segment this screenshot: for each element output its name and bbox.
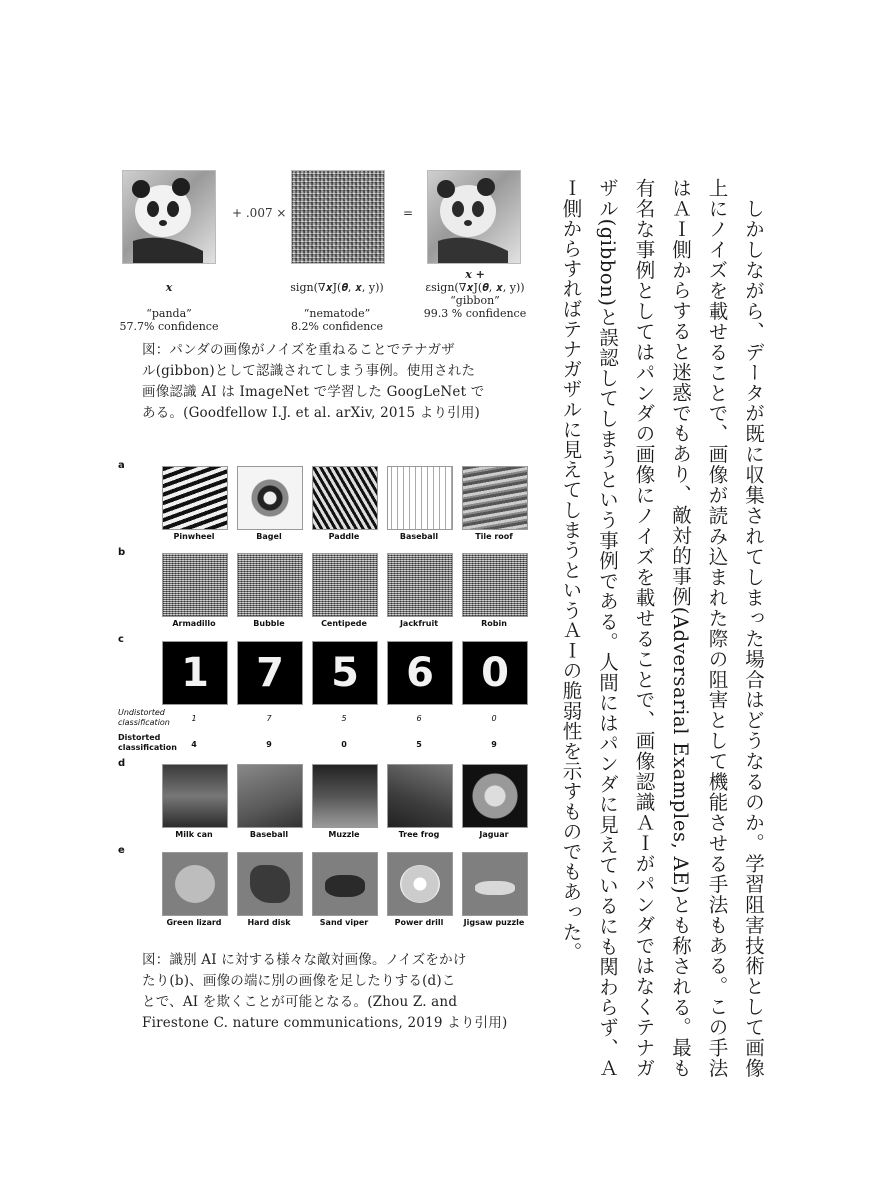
gibbon-confidence: 99.3 % confidence (423, 307, 527, 320)
distorted-value: 9 (491, 740, 497, 749)
caption-line: 図：識別 AI に対する様々な敵対画像。ノイズをかけ (142, 952, 467, 968)
image-sand-viper (312, 852, 378, 916)
panda-drawing (123, 171, 215, 263)
tile-label: Centipede (321, 619, 367, 628)
image-armadillo (162, 553, 228, 617)
gibbon-label-block (410, 268, 540, 320)
caption-line: 図：パンダの画像がノイズを重ねることでテナガザ (142, 342, 455, 358)
distorted-value: 5 (416, 740, 422, 749)
gibbon-expr-2: εsign(∇𝒙J(𝜽, 𝒙, y)) (425, 281, 525, 294)
image-pinwheel (162, 466, 228, 530)
image-muzzle (312, 764, 378, 828)
undistorted-value: 6 (416, 714, 422, 723)
tile-label: Bubble (253, 619, 285, 628)
undistorted-value: 0 (491, 714, 497, 723)
image-bubble (237, 553, 303, 617)
tile-label: Tree frog (398, 830, 440, 839)
figure-1-caption (142, 340, 484, 424)
object-shape (400, 865, 440, 903)
tile-label: Baseball (249, 830, 289, 839)
tile-label: Robin (481, 619, 507, 628)
tile-label: Power drill (394, 918, 444, 927)
tile-label: Tile roof (475, 532, 513, 541)
image-jackfruit (387, 553, 453, 617)
image-centipede (312, 553, 378, 617)
image-jaguar (462, 764, 528, 828)
nematode-label-block (272, 281, 402, 333)
panda-confidence: 57.7% confidence (119, 320, 219, 333)
object-shape (175, 865, 215, 903)
row-letter-d: d (118, 758, 126, 769)
digit-image: 1 (162, 641, 228, 705)
figure-2-caption (142, 950, 507, 1034)
operator-equals: = (403, 206, 414, 220)
caption-line: ル(gibbon)として認識されてしまう事例。使用された (142, 363, 476, 379)
distorted-value: 9 (266, 740, 272, 749)
undistorted-label: Undistorted classification (118, 708, 170, 727)
image-hard-disk (237, 852, 303, 916)
image-tile-roof (462, 466, 528, 530)
row-letter-a: a (118, 460, 125, 471)
caption-line: たり(b)、画像の端に別の画像を足したりする(d)こ (142, 973, 456, 989)
image-robin (462, 553, 528, 617)
nematode-confidence: 8.2% confidence (291, 320, 383, 333)
panda-label-block (104, 281, 234, 333)
row-letter-c: c (118, 634, 124, 645)
body-text-vertical: しかしながら、データが既に収集されてしまった場合はどうなるのか。学習阻害技術として画像上にノイズを載せることで、画像が読み込まれた際の阻害として機能させる手法もある。この手法はＡＩ側からすると迷惑でもあり、敵対的事例(Adversarial Examples, AE)とも称される。最も有名な事例としてはパンダの画像にノイズを載せることで、画像認識ＡＩがパンダではなくテナガザル(gibbon)と誤認してしまうという事例である。人間にはパンダに見えているにも関わらず、ＡＩ側からすればテナガザルに見えてしまうというＡＩの脆弱性を示すものでもあった。 (559, 178, 765, 1078)
digit-image: 7 (237, 641, 303, 705)
image-green-lizard (162, 852, 228, 916)
image-baseball-elephant (237, 764, 303, 828)
noise-image (291, 170, 385, 264)
image-tree-frog (387, 764, 453, 828)
image-bagel (237, 466, 303, 530)
row-letter-b: b (118, 547, 126, 558)
panda-class: “panda” (146, 307, 192, 320)
distorted-value: 0 (341, 740, 347, 749)
image-jigsaw-puzzle (462, 852, 528, 916)
tile-label: Jackfruit (399, 619, 439, 628)
digit-image: 0 (462, 641, 528, 705)
image-milk-can (162, 764, 228, 828)
nematode-class: “nematode” (303, 307, 371, 320)
operator-plus: + .007 × (232, 206, 287, 220)
tile-label: Armadillo (172, 619, 216, 628)
tile-label: Sand viper (319, 918, 369, 927)
undistorted-value: 5 (341, 714, 347, 723)
caption-line: Firestone C. nature communications, 2019 より引用) (142, 1015, 508, 1031)
object-shape (325, 875, 365, 897)
caption-line: 画像認識 AI は ImageNet で学習した GoogLeNet で (142, 384, 485, 400)
panda-drawing (428, 171, 520, 263)
distorted-value: 4 (191, 740, 197, 749)
object-shape (475, 881, 515, 895)
digit-image: 5 (312, 641, 378, 705)
row-letter-e: e (118, 845, 125, 856)
tile-label: Bagel (256, 532, 282, 541)
panda-noise-image (427, 170, 521, 264)
gibbon-class: “gibbon” (450, 294, 500, 307)
undistorted-value: 7 (266, 714, 272, 723)
digit-image: 6 (387, 641, 453, 705)
tile-label: Muzzle (328, 830, 360, 839)
image-paddle (312, 466, 378, 530)
panda-expr: x (165, 281, 173, 294)
noise-expr: sign(∇𝒙J(𝜽, 𝒙, y)) (290, 281, 384, 294)
tile-label: Baseball (399, 532, 439, 541)
caption-line: とで、AI を欺くことが可能となる。(Zhou Z. and (142, 994, 458, 1010)
panda-image (122, 170, 216, 264)
object-shape (250, 865, 290, 903)
tile-label: Hard disk (247, 918, 291, 927)
tile-label: Green lizard (166, 918, 222, 927)
image-baseball (387, 466, 453, 530)
tile-label: Jaguar (479, 830, 509, 839)
tile-label: Paddle (328, 532, 360, 541)
gibbon-expr-1: x + (465, 268, 485, 281)
undistorted-value: 1 (191, 714, 197, 723)
image-power-drill (387, 852, 453, 916)
distorted-label: Distorted classification (118, 733, 177, 752)
tile-label: Milk can (175, 830, 213, 839)
tile-label: Pinwheel (173, 532, 215, 541)
tile-label: Jigsaw puzzle (463, 918, 525, 927)
caption-line: ある。(Goodfellow I.J. et al. arXiv, 2015 より引用) (142, 405, 481, 421)
